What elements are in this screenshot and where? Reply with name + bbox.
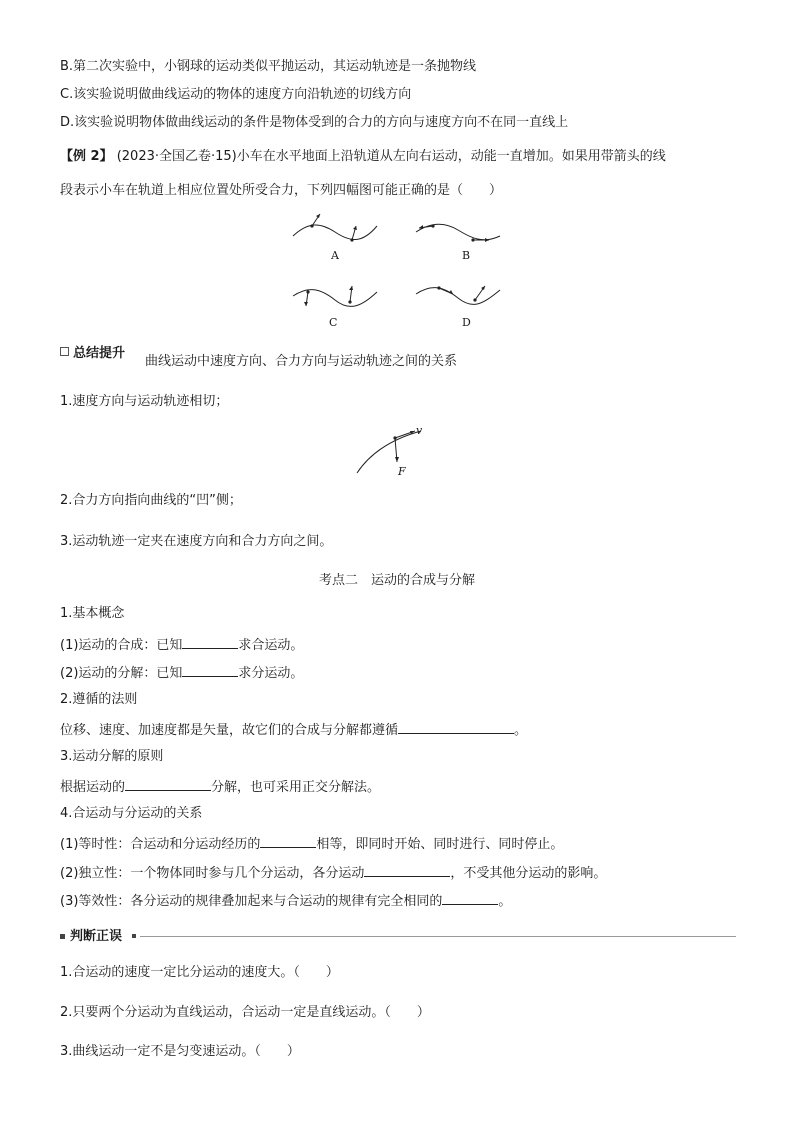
s2-p4-a-pre: (1)等时性：合运动和分运动经历的 [60,837,261,852]
judge-header [60,928,736,946]
judge-label: 判断正误 [70,929,123,944]
figure-a [290,212,380,252]
s2-p1-title: 1.基本概念 [60,606,125,621]
force-label: F [398,465,406,478]
s2-p2-pre: 位移、速度、加速度都是矢量，故它们的合成与分解都遵循 [60,723,399,738]
s2-p3-post: 分解，也可采用正交分解法。 [211,780,381,795]
s2-p4-b [60,862,606,883]
example2-line2: 段表示小车在轨道上相应位置处所受合力，下列四幅图可能正确的是（ ） [60,183,503,198]
figure-d-label: D [462,316,471,329]
s2-p1-a-pre: (1)运动的合成：已知 [60,638,183,653]
example2-tag: 【例 2】 [60,149,113,164]
velocity-label: v [416,424,423,437]
option-b: B.第二次实验中，小钢球的运动类似平抛运动，其运动轨迹是一条抛物线 [60,59,477,74]
summary-header [60,345,125,363]
blank-1 [182,634,238,649]
figure-c [290,280,380,320]
summary-box-icon [60,347,69,356]
example2-source: (2023·全国乙卷·15) [116,149,237,164]
s2-p4-c-post: 。 [498,894,512,909]
figure-a-label: A [331,249,339,262]
s2-p2-title: 2.遵循的法则 [60,692,138,707]
example2-text1: 小车在水平地面上沿轨道从左向右运动，动能一直增加。如果用带箭头的线 [236,149,666,164]
blank-3 [398,719,514,734]
option-c: C.该实验说明做曲线运动的物体的速度方向沿轨迹的切线方向 [60,87,412,102]
judge-left-mark [60,934,65,939]
blank-4 [125,776,211,791]
judge-q2: 2.只要两个分运动为直线运动，合运动一定是直线运动。（ ） [60,1005,430,1020]
s2-p4-b-pre: (2)独立性：一个物体同时参与几个分运动，各分运动 [60,866,365,881]
velocity-force-figure [355,425,435,480]
s2-p1-b [60,662,303,683]
judge-q3: 3.曲线运动一定不是匀变速运动。（ ） [60,1044,300,1059]
blank-6 [364,862,450,877]
s2-p4-a [60,833,563,854]
s2-p4-c [60,890,511,911]
s2-p4-b-post: ，不受其他分运动的影响。 [450,866,607,881]
s2-p4-title: 4.合运动与分运动的关系 [60,806,203,821]
s2-p2-post: 。 [514,723,528,738]
figure-d [413,280,503,320]
judge-rule [140,936,736,937]
s2-p1-a-post: 求合运动。 [238,638,304,653]
s2-p4-c-pre: (3)等效性：各分运动的规律叠加起来与合运动的规律有完全相同的 [60,894,443,909]
s2-p1-b-pre: (2)运动的分解：已知 [60,666,183,681]
s2-p1-b-post: 求分运动。 [238,666,304,681]
summary-title: 曲线运动中速度方向、合力方向与运动轨迹之间的关系 [145,354,458,369]
section2-heading: 考点二 运动的合成与分解 [318,573,475,588]
s2-p3 [60,776,380,797]
figure-c-label: C [329,316,338,329]
s2-p3-pre: 根据运动的 [60,780,126,795]
summary-box-label: 总结提升 [73,346,126,361]
s2-p1-a [60,634,303,655]
option-d: D.该实验说明物体做曲线运动的条件是物体受到的合力的方向与速度方向不在同一直线上 [60,115,569,130]
summary-item2: 2.合力方向指向曲线的“凹”侧； [60,493,242,508]
figure-b-label: B [462,249,471,262]
judge-mid-mark [132,934,136,938]
example2-line1 [60,148,666,166]
s2-p4-a-post: 相等，即同时开始、同时进行、同时停止。 [316,837,564,852]
summary-item3: 3.运动轨迹一定夹在速度方向和合力方向之间。 [60,534,333,549]
blank-2 [182,662,238,677]
judge-q1: 1.合运动的速度一定比分运动的速度大。（ ） [60,965,339,980]
figure-b [413,212,503,252]
summary-item1: 1.速度方向与运动轨迹相切； [60,394,229,409]
s2-p3-title: 3.运动分解的原则 [60,749,164,764]
blank-5 [260,833,316,848]
blank-7 [442,890,498,905]
s2-p2 [60,719,527,740]
